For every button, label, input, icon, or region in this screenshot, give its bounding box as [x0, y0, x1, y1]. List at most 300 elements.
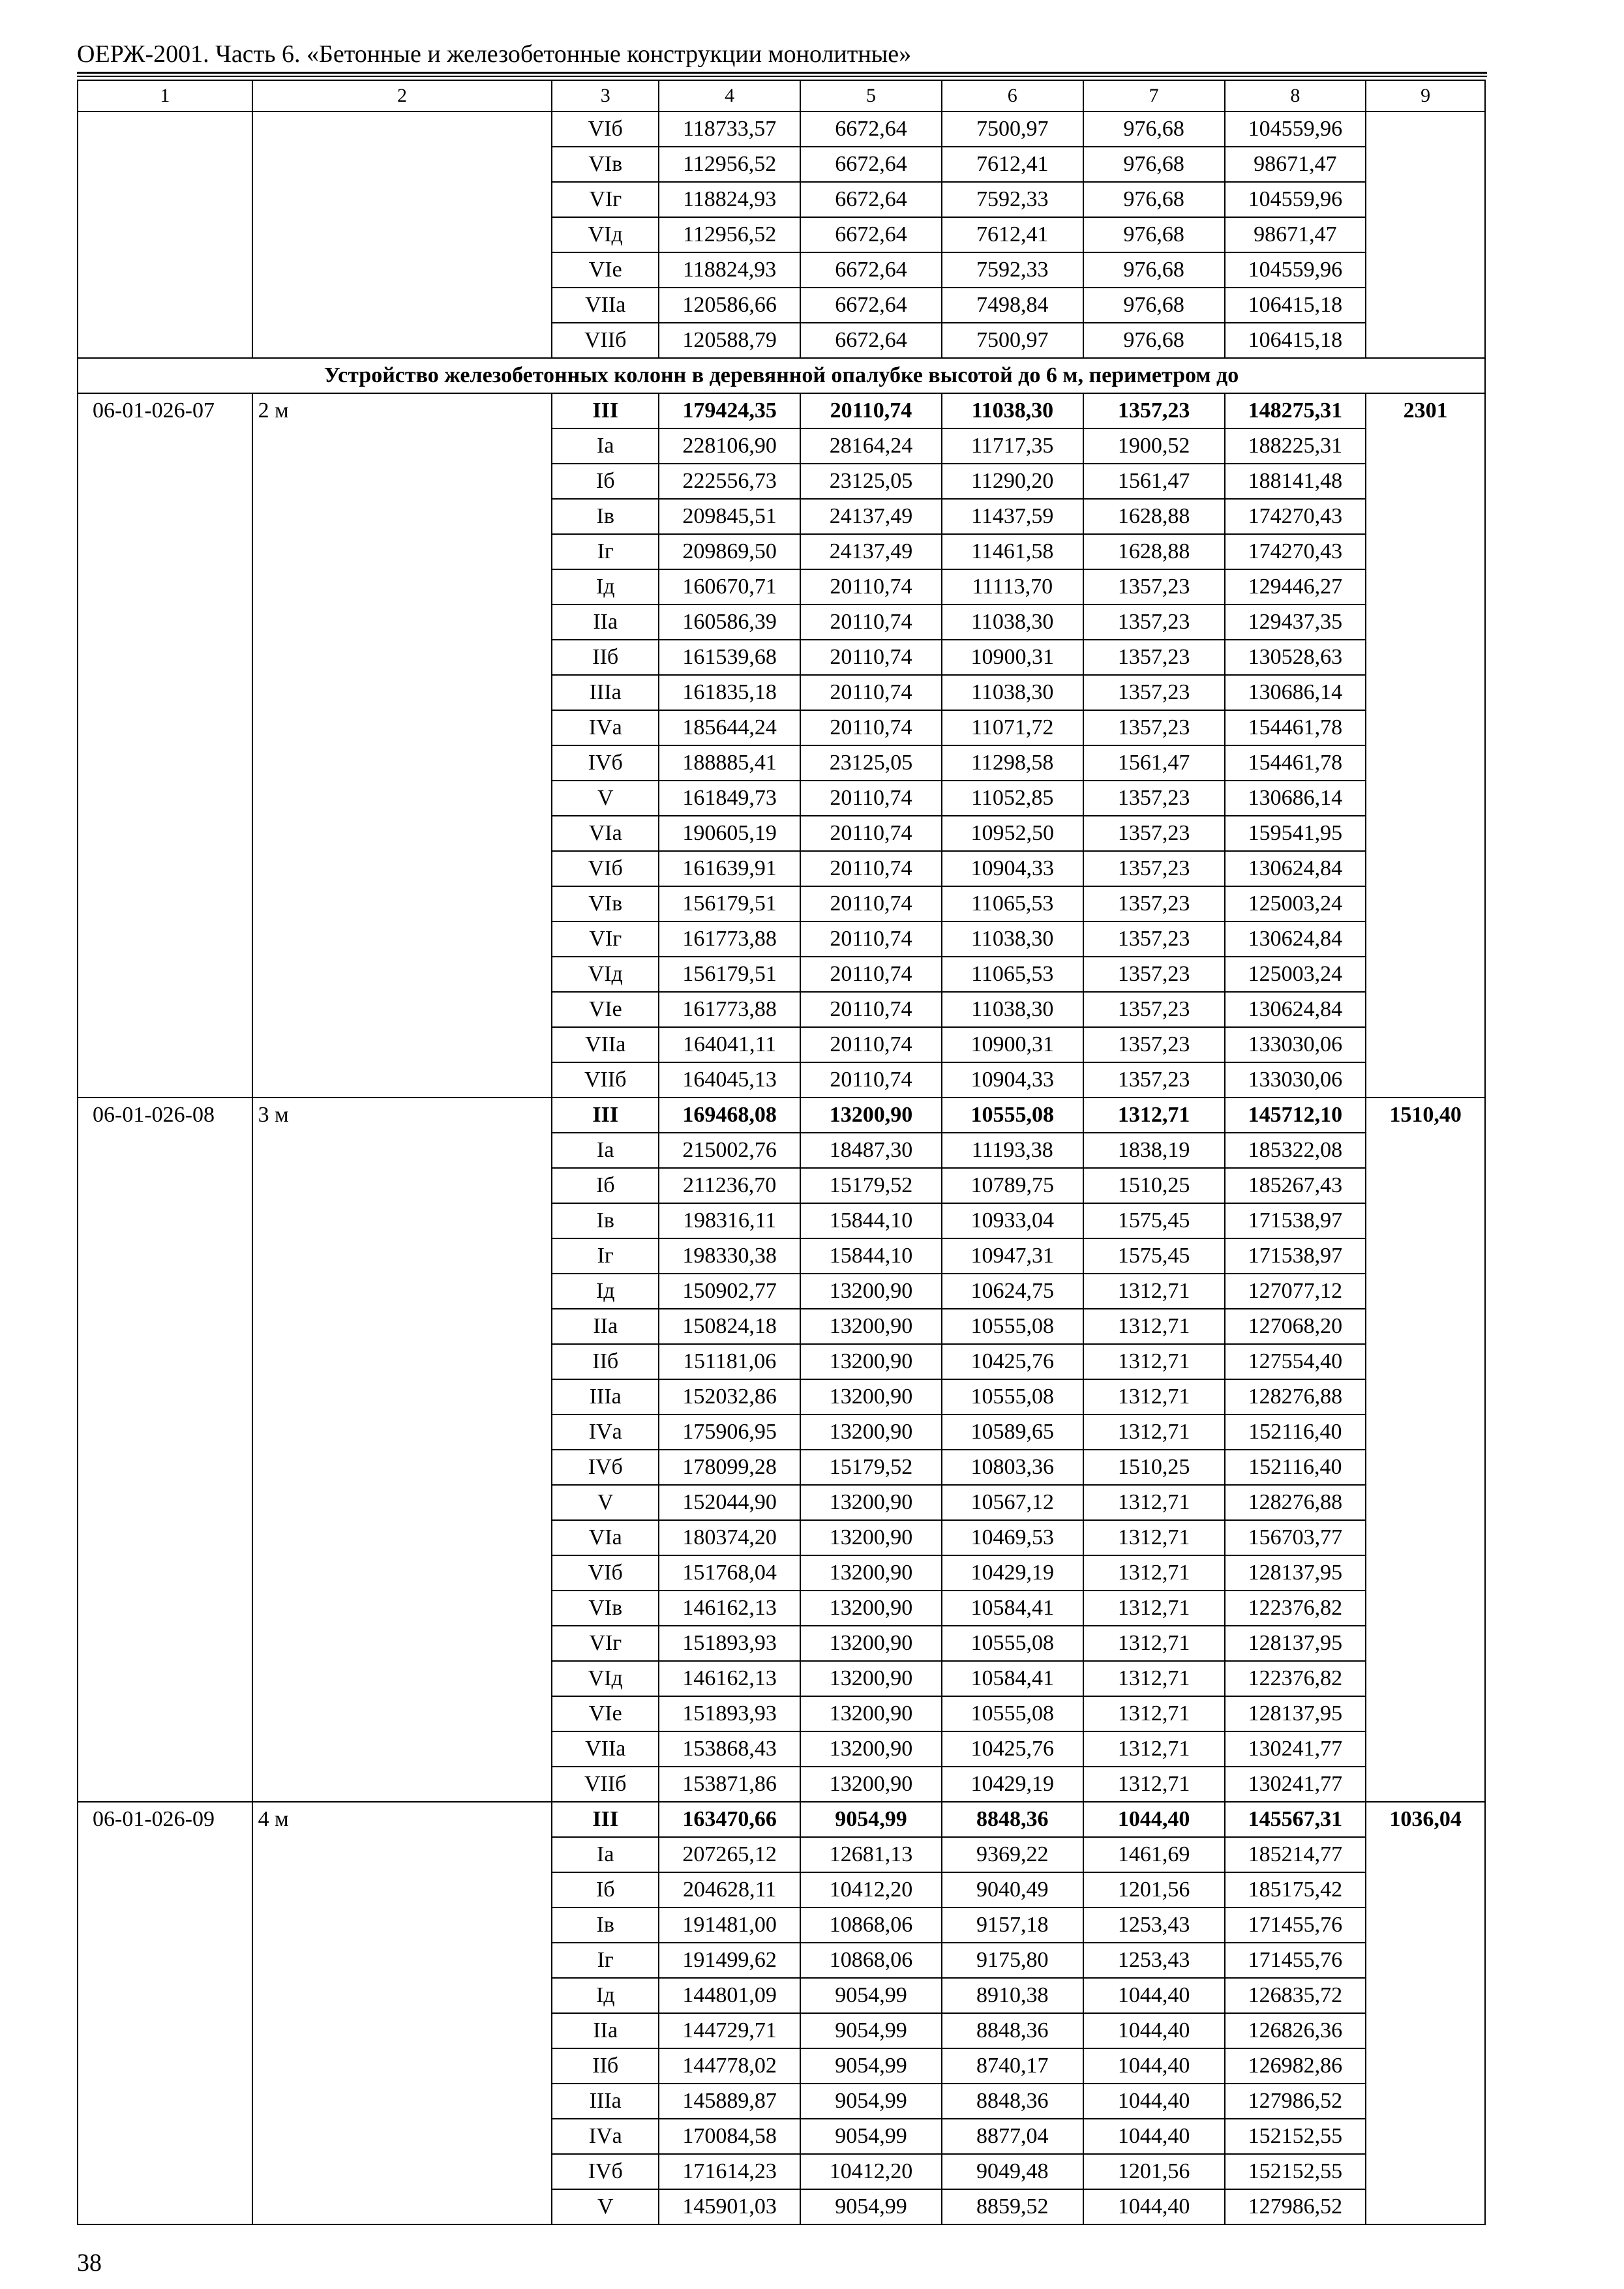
materials-cost: 126835,72 — [1225, 1978, 1366, 2013]
operator-wage: 1312,71 — [1083, 1767, 1225, 1802]
zone: IVб — [552, 1450, 659, 1485]
total-cost: 152032,86 — [659, 1379, 800, 1414]
table-row — [78, 2154, 1485, 2189]
operator-wage: 976,68 — [1083, 252, 1225, 288]
zone: IIа — [552, 1309, 659, 1344]
rate-code — [78, 1133, 252, 1168]
machine-cost: 11437,59 — [942, 499, 1083, 534]
machine-cost: 11113,70 — [942, 569, 1083, 605]
rate-description — [252, 1696, 552, 1731]
labor-cost: 12681,13 — [800, 1837, 942, 1872]
zone: VIг — [552, 1626, 659, 1661]
machine-cost: 11717,35 — [942, 428, 1083, 464]
labor-cost: 13200,90 — [800, 1485, 942, 1520]
table-row — [78, 1661, 1485, 1696]
table-row — [78, 147, 1485, 182]
total-cost: 151893,93 — [659, 1696, 800, 1731]
labor-cost: 13200,90 — [800, 1555, 942, 1591]
total-cost: 161835,18 — [659, 675, 800, 710]
machine-cost: 9040,49 — [942, 1872, 1083, 1908]
machine-cost: 10904,33 — [942, 1062, 1083, 1098]
labor-cost: 9054,99 — [800, 1978, 942, 2013]
zone: IVа — [552, 2119, 659, 2154]
machine-cost: 11038,30 — [942, 675, 1083, 710]
labor-hours — [1366, 428, 1485, 464]
section-title-row — [78, 358, 1485, 393]
zone: III — [552, 1098, 659, 1133]
operator-wage: 1044,40 — [1083, 1802, 1225, 1837]
materials-cost: 125003,24 — [1225, 957, 1366, 992]
labor-cost: 10868,06 — [800, 1908, 942, 1943]
labor-hours — [1366, 675, 1485, 710]
table-row — [78, 288, 1485, 323]
total-cost: 161539,68 — [659, 640, 800, 675]
total-cost: 209869,50 — [659, 534, 800, 569]
labor-cost: 20110,74 — [800, 1062, 942, 1098]
materials-cost: 145567,31 — [1225, 1802, 1366, 1837]
zone: Iг — [552, 534, 659, 569]
rate-code: 06-01-026-08 — [78, 1098, 252, 1133]
labor-hours: 2301 — [1366, 393, 1485, 428]
operator-wage: 1201,56 — [1083, 1872, 1225, 1908]
labor-cost: 20110,74 — [800, 393, 942, 428]
operator-wage: 1357,23 — [1083, 781, 1225, 816]
rate-code — [78, 1450, 252, 1485]
operator-wage: 1044,40 — [1083, 2189, 1225, 2224]
table-row — [78, 217, 1485, 252]
operator-wage: 1628,88 — [1083, 534, 1225, 569]
rate-code — [78, 1731, 252, 1767]
rate-description — [252, 2189, 552, 2224]
materials-cost: 133030,06 — [1225, 1027, 1366, 1062]
table-row — [78, 1802, 1485, 1837]
rate-code — [78, 1837, 252, 1872]
machine-cost: 7612,41 — [942, 147, 1083, 182]
rate-code — [78, 2084, 252, 2119]
labor-cost: 13200,90 — [800, 1379, 942, 1414]
machine-cost: 7592,33 — [942, 182, 1083, 217]
rate-code — [78, 464, 252, 499]
materials-cost: 126982,86 — [1225, 2048, 1366, 2084]
labor-cost: 10412,20 — [800, 2154, 942, 2189]
labor-hours — [1366, 1591, 1485, 1626]
labor-cost: 20110,74 — [800, 781, 942, 816]
table-row — [78, 1309, 1485, 1344]
labor-hours — [1366, 745, 1485, 781]
column-header: 9 — [1366, 80, 1485, 112]
table-row — [78, 1908, 1485, 1943]
machine-cost: 11065,53 — [942, 957, 1083, 992]
machine-cost: 11052,85 — [942, 781, 1083, 816]
rate-description — [252, 1555, 552, 1591]
materials-cost: 130686,14 — [1225, 781, 1366, 816]
rate-description — [252, 2013, 552, 2048]
rate-description — [252, 1238, 552, 1274]
operator-wage: 1357,23 — [1083, 710, 1225, 745]
total-cost: 118733,57 — [659, 112, 800, 147]
labor-hours — [1366, 2154, 1485, 2189]
table-row — [78, 640, 1485, 675]
machine-cost: 11298,58 — [942, 745, 1083, 781]
header-rule-thin — [77, 76, 1487, 77]
rate-code — [78, 428, 252, 464]
rate-code — [78, 1978, 252, 2013]
table-row — [78, 1943, 1485, 1978]
labor-cost: 13200,90 — [800, 1274, 942, 1309]
machine-cost: 10904,33 — [942, 851, 1083, 886]
total-cost: 190605,19 — [659, 816, 800, 851]
table-row — [78, 1555, 1485, 1591]
labor-cost: 10412,20 — [800, 1872, 942, 1908]
rate-description — [252, 992, 552, 1027]
total-cost: 178099,28 — [659, 1450, 800, 1485]
labor-hours — [1366, 2013, 1485, 2048]
table-row — [78, 992, 1485, 1027]
total-cost: 152044,90 — [659, 1485, 800, 1520]
zone: Iв — [552, 1203, 659, 1238]
materials-cost: 148275,31 — [1225, 393, 1366, 428]
table-row — [78, 2119, 1485, 2154]
operator-wage: 1510,25 — [1083, 1168, 1225, 1203]
operator-wage: 1357,23 — [1083, 957, 1225, 992]
materials-cost: 98671,47 — [1225, 147, 1366, 182]
total-cost: 164041,11 — [659, 1027, 800, 1062]
labor-hours — [1366, 1555, 1485, 1591]
rate-description — [252, 1520, 552, 1555]
rate-code — [78, 252, 252, 288]
zone: VIа — [552, 816, 659, 851]
rate-description — [252, 147, 552, 182]
machine-cost: 11290,20 — [942, 464, 1083, 499]
machine-cost: 8859,52 — [942, 2189, 1083, 2224]
materials-cost: 174270,43 — [1225, 534, 1366, 569]
labor-cost: 9054,99 — [800, 2084, 942, 2119]
labor-hours — [1366, 781, 1485, 816]
zone: VIIб — [552, 1767, 659, 1802]
operator-wage: 1357,23 — [1083, 1062, 1225, 1098]
rates-table — [77, 80, 1486, 2225]
operator-wage: 1044,40 — [1083, 1978, 1225, 2013]
operator-wage: 976,68 — [1083, 217, 1225, 252]
rate-description — [252, 534, 552, 569]
materials-cost: 154461,78 — [1225, 745, 1366, 781]
labor-hours — [1366, 710, 1485, 745]
zone: VIб — [552, 112, 659, 147]
labor-cost: 6672,64 — [800, 147, 942, 182]
machine-cost: 10555,08 — [942, 1696, 1083, 1731]
rate-description — [252, 675, 552, 710]
total-cost: 150902,77 — [659, 1274, 800, 1309]
operator-wage: 1357,23 — [1083, 605, 1225, 640]
total-cost: 207265,12 — [659, 1837, 800, 1872]
column-header: 2 — [252, 80, 552, 112]
machine-cost: 9369,22 — [942, 1837, 1083, 1872]
column-header: 6 — [942, 80, 1083, 112]
rate-code — [78, 1767, 252, 1802]
rate-description — [252, 1168, 552, 1203]
operator-wage: 1900,52 — [1083, 428, 1225, 464]
labor-hours — [1366, 1731, 1485, 1767]
rate-code — [78, 1520, 252, 1555]
column-header: 3 — [552, 80, 659, 112]
materials-cost: 126826,36 — [1225, 2013, 1366, 2048]
materials-cost: 104559,96 — [1225, 112, 1366, 147]
rate-code — [78, 288, 252, 323]
machine-cost: 10555,08 — [942, 1309, 1083, 1344]
rate-code — [78, 2119, 252, 2154]
rate-description — [252, 1626, 552, 1661]
rate-description — [252, 1309, 552, 1344]
materials-cost: 188225,31 — [1225, 428, 1366, 464]
rate-description — [252, 745, 552, 781]
rate-code — [78, 781, 252, 816]
operator-wage: 1312,71 — [1083, 1274, 1225, 1309]
column-header: 8 — [1225, 80, 1366, 112]
labor-hours — [1366, 147, 1485, 182]
labor-hours — [1366, 992, 1485, 1027]
total-cost: 164045,13 — [659, 1062, 800, 1098]
rate-description — [252, 112, 552, 147]
table-row — [78, 710, 1485, 745]
zone: Iд — [552, 1978, 659, 2013]
operator-wage: 1312,71 — [1083, 1626, 1225, 1661]
rate-code — [78, 640, 252, 675]
rate-description: 3 м — [252, 1098, 552, 1133]
labor-cost: 13200,90 — [800, 1309, 942, 1344]
column-header: 5 — [800, 80, 942, 112]
total-cost: 151768,04 — [659, 1555, 800, 1591]
machine-cost: 11071,72 — [942, 710, 1083, 745]
table-row — [78, 569, 1485, 605]
labor-hours — [1366, 886, 1485, 921]
zone: VIе — [552, 1696, 659, 1731]
materials-cost: 171455,76 — [1225, 1943, 1366, 1978]
rate-code — [78, 147, 252, 182]
rate-code — [78, 1591, 252, 1626]
operator-wage: 1312,71 — [1083, 1309, 1225, 1344]
zone: Iа — [552, 428, 659, 464]
rate-description — [252, 1344, 552, 1379]
rate-description — [252, 569, 552, 605]
materials-cost: 152116,40 — [1225, 1450, 1366, 1485]
table-row — [78, 1872, 1485, 1908]
rate-code: 06-01-026-07 — [78, 393, 252, 428]
materials-cost: 104559,96 — [1225, 252, 1366, 288]
machine-cost: 8848,36 — [942, 1802, 1083, 1837]
total-cost: 150824,18 — [659, 1309, 800, 1344]
rate-code — [78, 1626, 252, 1661]
materials-cost: 106415,18 — [1225, 323, 1366, 358]
labor-cost: 20110,74 — [800, 921, 942, 957]
materials-cost: 122376,82 — [1225, 1591, 1366, 1626]
rate-code — [78, 992, 252, 1027]
labor-hours — [1366, 1872, 1485, 1908]
rate-description — [252, 323, 552, 358]
zone: Iв — [552, 499, 659, 534]
table-row — [78, 1696, 1485, 1731]
total-cost: 169468,08 — [659, 1098, 800, 1133]
total-cost: 160670,71 — [659, 569, 800, 605]
rate-description — [252, 1203, 552, 1238]
table-row — [78, 252, 1485, 288]
labor-cost: 20110,74 — [800, 992, 942, 1027]
total-cost: 161773,88 — [659, 992, 800, 1027]
page-header: ОЕРЖ-2001. Часть 6. «Бетонные и железобетонные конструкции монолитные» — [77, 40, 912, 68]
operator-wage: 1044,40 — [1083, 2084, 1225, 2119]
rate-code — [78, 921, 252, 957]
labor-cost: 9054,99 — [800, 1802, 942, 1837]
labor-hours: 1036,04 — [1366, 1802, 1485, 1837]
labor-cost: 13200,90 — [800, 1731, 942, 1767]
total-cost: 160586,39 — [659, 605, 800, 640]
operator-wage: 1312,71 — [1083, 1661, 1225, 1696]
total-cost: 198330,38 — [659, 1238, 800, 1274]
materials-cost: 156703,77 — [1225, 1520, 1366, 1555]
rate-code — [78, 710, 252, 745]
rate-description — [252, 851, 552, 886]
rate-code — [78, 1485, 252, 1520]
table-row — [78, 1414, 1485, 1450]
zone: IIб — [552, 640, 659, 675]
rate-description — [252, 1485, 552, 1520]
materials-cost: 185322,08 — [1225, 1133, 1366, 1168]
labor-cost: 18487,30 — [800, 1133, 942, 1168]
labor-hours — [1366, 921, 1485, 957]
materials-cost: 127986,52 — [1225, 2189, 1366, 2224]
table-body — [78, 80, 1485, 2224]
labor-hours — [1366, 112, 1485, 147]
zone: VIе — [552, 992, 659, 1027]
rate-description — [252, 1591, 552, 1626]
zone: IIIа — [552, 2084, 659, 2119]
rate-description — [252, 464, 552, 499]
table-row — [78, 1767, 1485, 1802]
labor-cost: 20110,74 — [800, 569, 942, 605]
total-cost: 118824,93 — [659, 252, 800, 288]
table-row — [78, 182, 1485, 217]
rate-code — [78, 182, 252, 217]
materials-cost: 98671,47 — [1225, 217, 1366, 252]
table-row — [78, 464, 1485, 499]
zone: Iа — [552, 1837, 659, 1872]
rate-description — [252, 781, 552, 816]
table-row — [78, 1485, 1485, 1520]
materials-cost: 171538,97 — [1225, 1238, 1366, 1274]
labor-hours — [1366, 1062, 1485, 1098]
operator-wage: 1561,47 — [1083, 745, 1225, 781]
machine-cost: 10952,50 — [942, 816, 1083, 851]
operator-wage: 976,68 — [1083, 147, 1225, 182]
rate-description — [252, 1943, 552, 1978]
zone: III — [552, 1802, 659, 1837]
rate-code — [78, 886, 252, 921]
rate-code — [78, 1062, 252, 1098]
table-row — [78, 1098, 1485, 1133]
table-row — [78, 1238, 1485, 1274]
rate-code — [78, 1696, 252, 1731]
machine-cost: 8740,17 — [942, 2048, 1083, 2084]
labor-cost: 9054,99 — [800, 2013, 942, 2048]
operator-wage: 1044,40 — [1083, 2048, 1225, 2084]
rate-description — [252, 1133, 552, 1168]
labor-hours — [1366, 569, 1485, 605]
materials-cost: 145712,10 — [1225, 1098, 1366, 1133]
machine-cost: 10567,12 — [942, 1485, 1083, 1520]
labor-cost: 20110,74 — [800, 710, 942, 745]
labor-hours — [1366, 1414, 1485, 1450]
rate-description: 2 м — [252, 393, 552, 428]
labor-cost: 13200,90 — [800, 1661, 942, 1696]
rate-description — [252, 1908, 552, 1943]
labor-cost: 23125,05 — [800, 464, 942, 499]
table-row — [78, 1450, 1485, 1485]
operator-wage: 1312,71 — [1083, 1731, 1225, 1767]
labor-cost: 6672,64 — [800, 288, 942, 323]
operator-wage: 1044,40 — [1083, 2013, 1225, 2048]
rate-description — [252, 2048, 552, 2084]
materials-cost: 130624,84 — [1225, 921, 1366, 957]
total-cost: 145901,03 — [659, 2189, 800, 2224]
table-row — [78, 393, 1485, 428]
rate-code — [78, 1943, 252, 1978]
rate-description — [252, 2154, 552, 2189]
materials-cost: 125003,24 — [1225, 886, 1366, 921]
rate-code — [78, 1238, 252, 1274]
materials-cost: 152152,55 — [1225, 2154, 1366, 2189]
materials-cost: 128276,88 — [1225, 1485, 1366, 1520]
rate-code — [78, 1661, 252, 1696]
rate-description — [252, 2084, 552, 2119]
labor-hours — [1366, 1837, 1485, 1872]
zone: Iб — [552, 1168, 659, 1203]
table-row — [78, 1520, 1485, 1555]
total-cost: 151181,06 — [659, 1344, 800, 1379]
rate-code: 06-01-026-09 — [78, 1802, 252, 1837]
labor-hours — [1366, 1520, 1485, 1555]
rate-description — [252, 1767, 552, 1802]
rate-code — [78, 1414, 252, 1450]
zone: Iд — [552, 1274, 659, 1309]
labor-cost: 13200,90 — [800, 1696, 942, 1731]
machine-cost: 8848,36 — [942, 2084, 1083, 2119]
total-cost: 118824,93 — [659, 182, 800, 217]
materials-cost: 129446,27 — [1225, 569, 1366, 605]
labor-hours — [1366, 217, 1485, 252]
materials-cost: 127077,12 — [1225, 1274, 1366, 1309]
zone: IVа — [552, 710, 659, 745]
total-cost: 191481,00 — [659, 1908, 800, 1943]
total-cost: 191499,62 — [659, 1943, 800, 1978]
operator-wage: 976,68 — [1083, 112, 1225, 147]
zone: IIа — [552, 2013, 659, 2048]
total-cost: 204628,11 — [659, 1872, 800, 1908]
materials-cost: 130528,63 — [1225, 640, 1366, 675]
materials-cost: 152152,55 — [1225, 2119, 1366, 2154]
materials-cost: 128137,95 — [1225, 1555, 1366, 1591]
materials-cost: 171455,76 — [1225, 1908, 1366, 1943]
rate-description — [252, 640, 552, 675]
labor-hours — [1366, 499, 1485, 534]
labor-hours — [1366, 851, 1485, 886]
operator-wage: 976,68 — [1083, 323, 1225, 358]
total-cost: 215002,76 — [659, 1133, 800, 1168]
rate-code — [78, 605, 252, 640]
zone: Iв — [552, 1908, 659, 1943]
machine-cost: 10555,08 — [942, 1626, 1083, 1661]
zone: VIв — [552, 886, 659, 921]
labor-hours — [1366, 957, 1485, 992]
total-cost: 222556,73 — [659, 464, 800, 499]
